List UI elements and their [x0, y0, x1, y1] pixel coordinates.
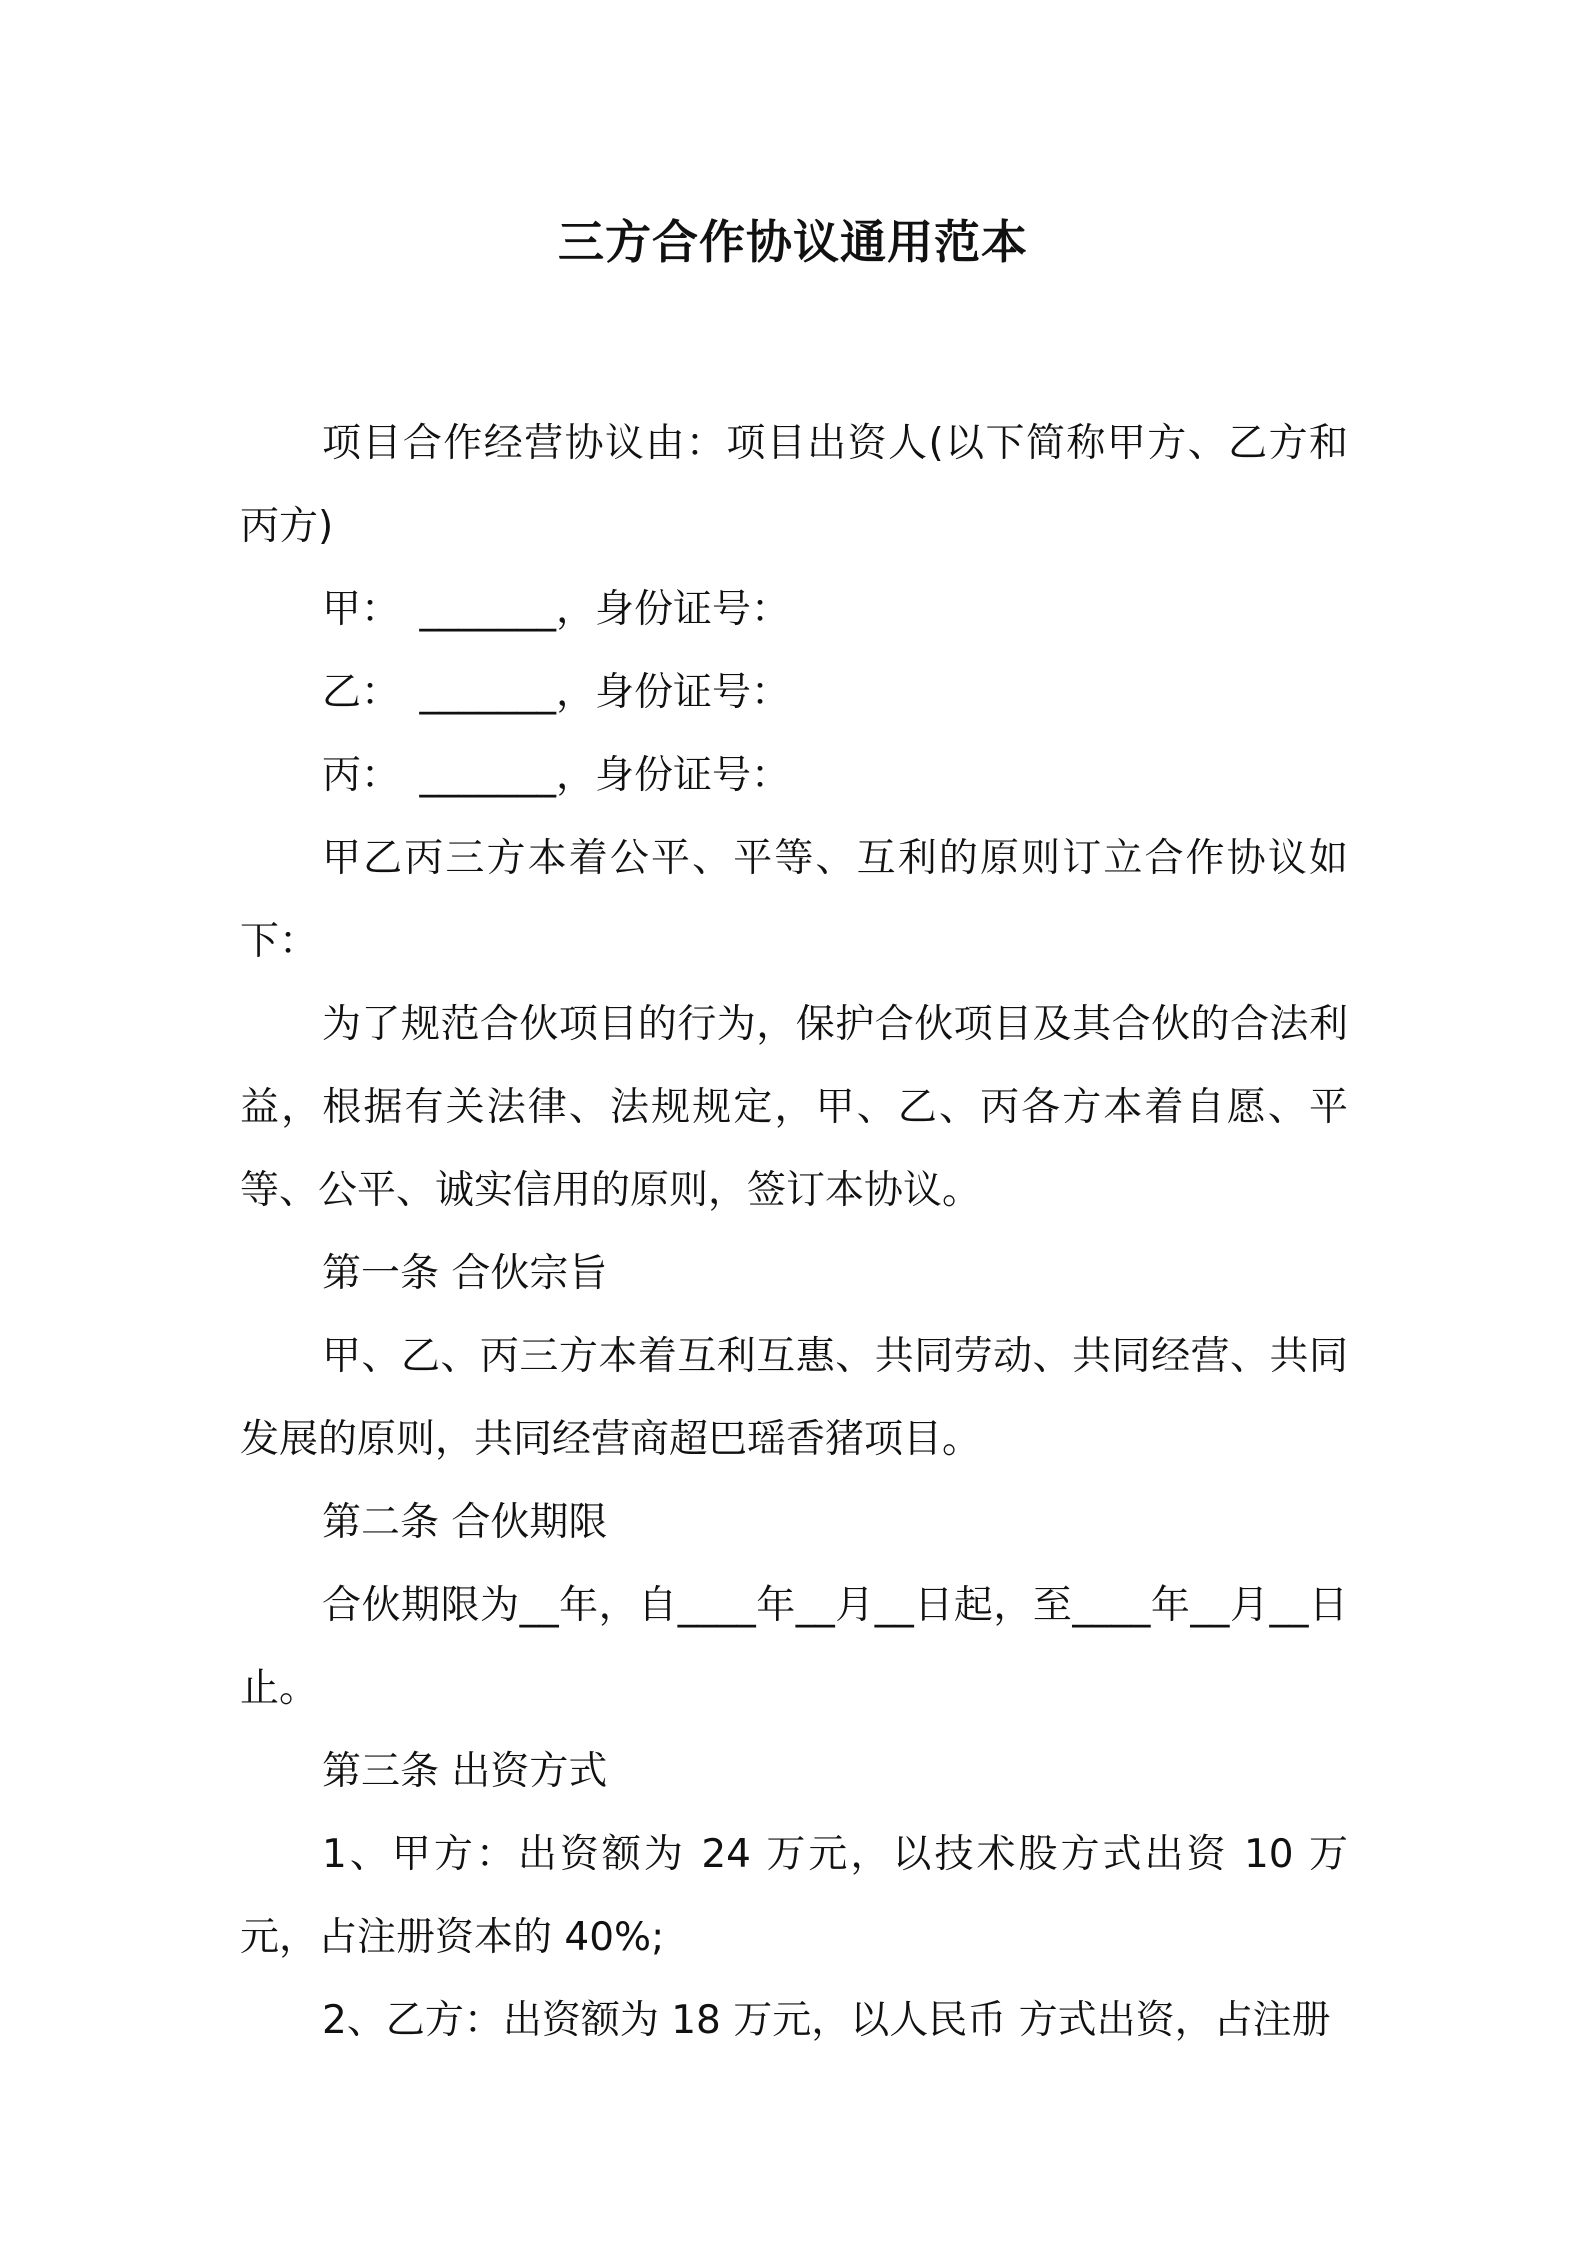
- article-3-item-2: 2、乙方：出资额为 18 万元，以人民币 方式出资，占注册: [322, 1998, 1331, 2043]
- article-1-content: 甲、乙、丙三方本着互利互惠、共同劳动、共同经营、共同发展的原则，共同经营商超巴瑶香猪项目。: [240, 1334, 1348, 1462]
- article-1-heading: 第一条 合伙宗旨: [322, 1251, 608, 1296]
- document-title: 三方合作协议通用范本: [558, 215, 1028, 269]
- article-3-item-1: 1、甲方：出资额为 24 万元，以技术股方式出资 10 万元，占注册资本的 40%;: [240, 1832, 1348, 1960]
- article-3-heading: 第三条 出资方式: [322, 1749, 608, 1794]
- paragraph-intro: 项目合作经营协议由：项目出资人(以下简称甲方、乙方和丙方): [240, 421, 1348, 549]
- party-c-line: 丙： _______，身份证号：: [322, 753, 791, 798]
- article-2-content: 合伙期限为__年，自____年__月__日起，至____年__月__日止。: [240, 1583, 1348, 1711]
- paragraph-purpose: 为了规范合伙项目的行为，保护合伙项目及其合伙的合法利益，根据有关法律、法规规定，甲、乙、丙各方本着自愿、平等、公平、诚实信用的原则，签订本协议。: [240, 1002, 1348, 1213]
- paragraph-principle: 甲乙丙三方本着公平、平等、互利的原则订立合作协议如下：: [240, 836, 1348, 964]
- document-body: [240, 402, 1348, 2062]
- article-2-heading: 第二条 合伙期限: [322, 1500, 608, 1545]
- party-b-line: 乙： _______，身份证号：: [322, 670, 791, 715]
- party-a-line: 甲： _______，身份证号：: [322, 587, 791, 632]
